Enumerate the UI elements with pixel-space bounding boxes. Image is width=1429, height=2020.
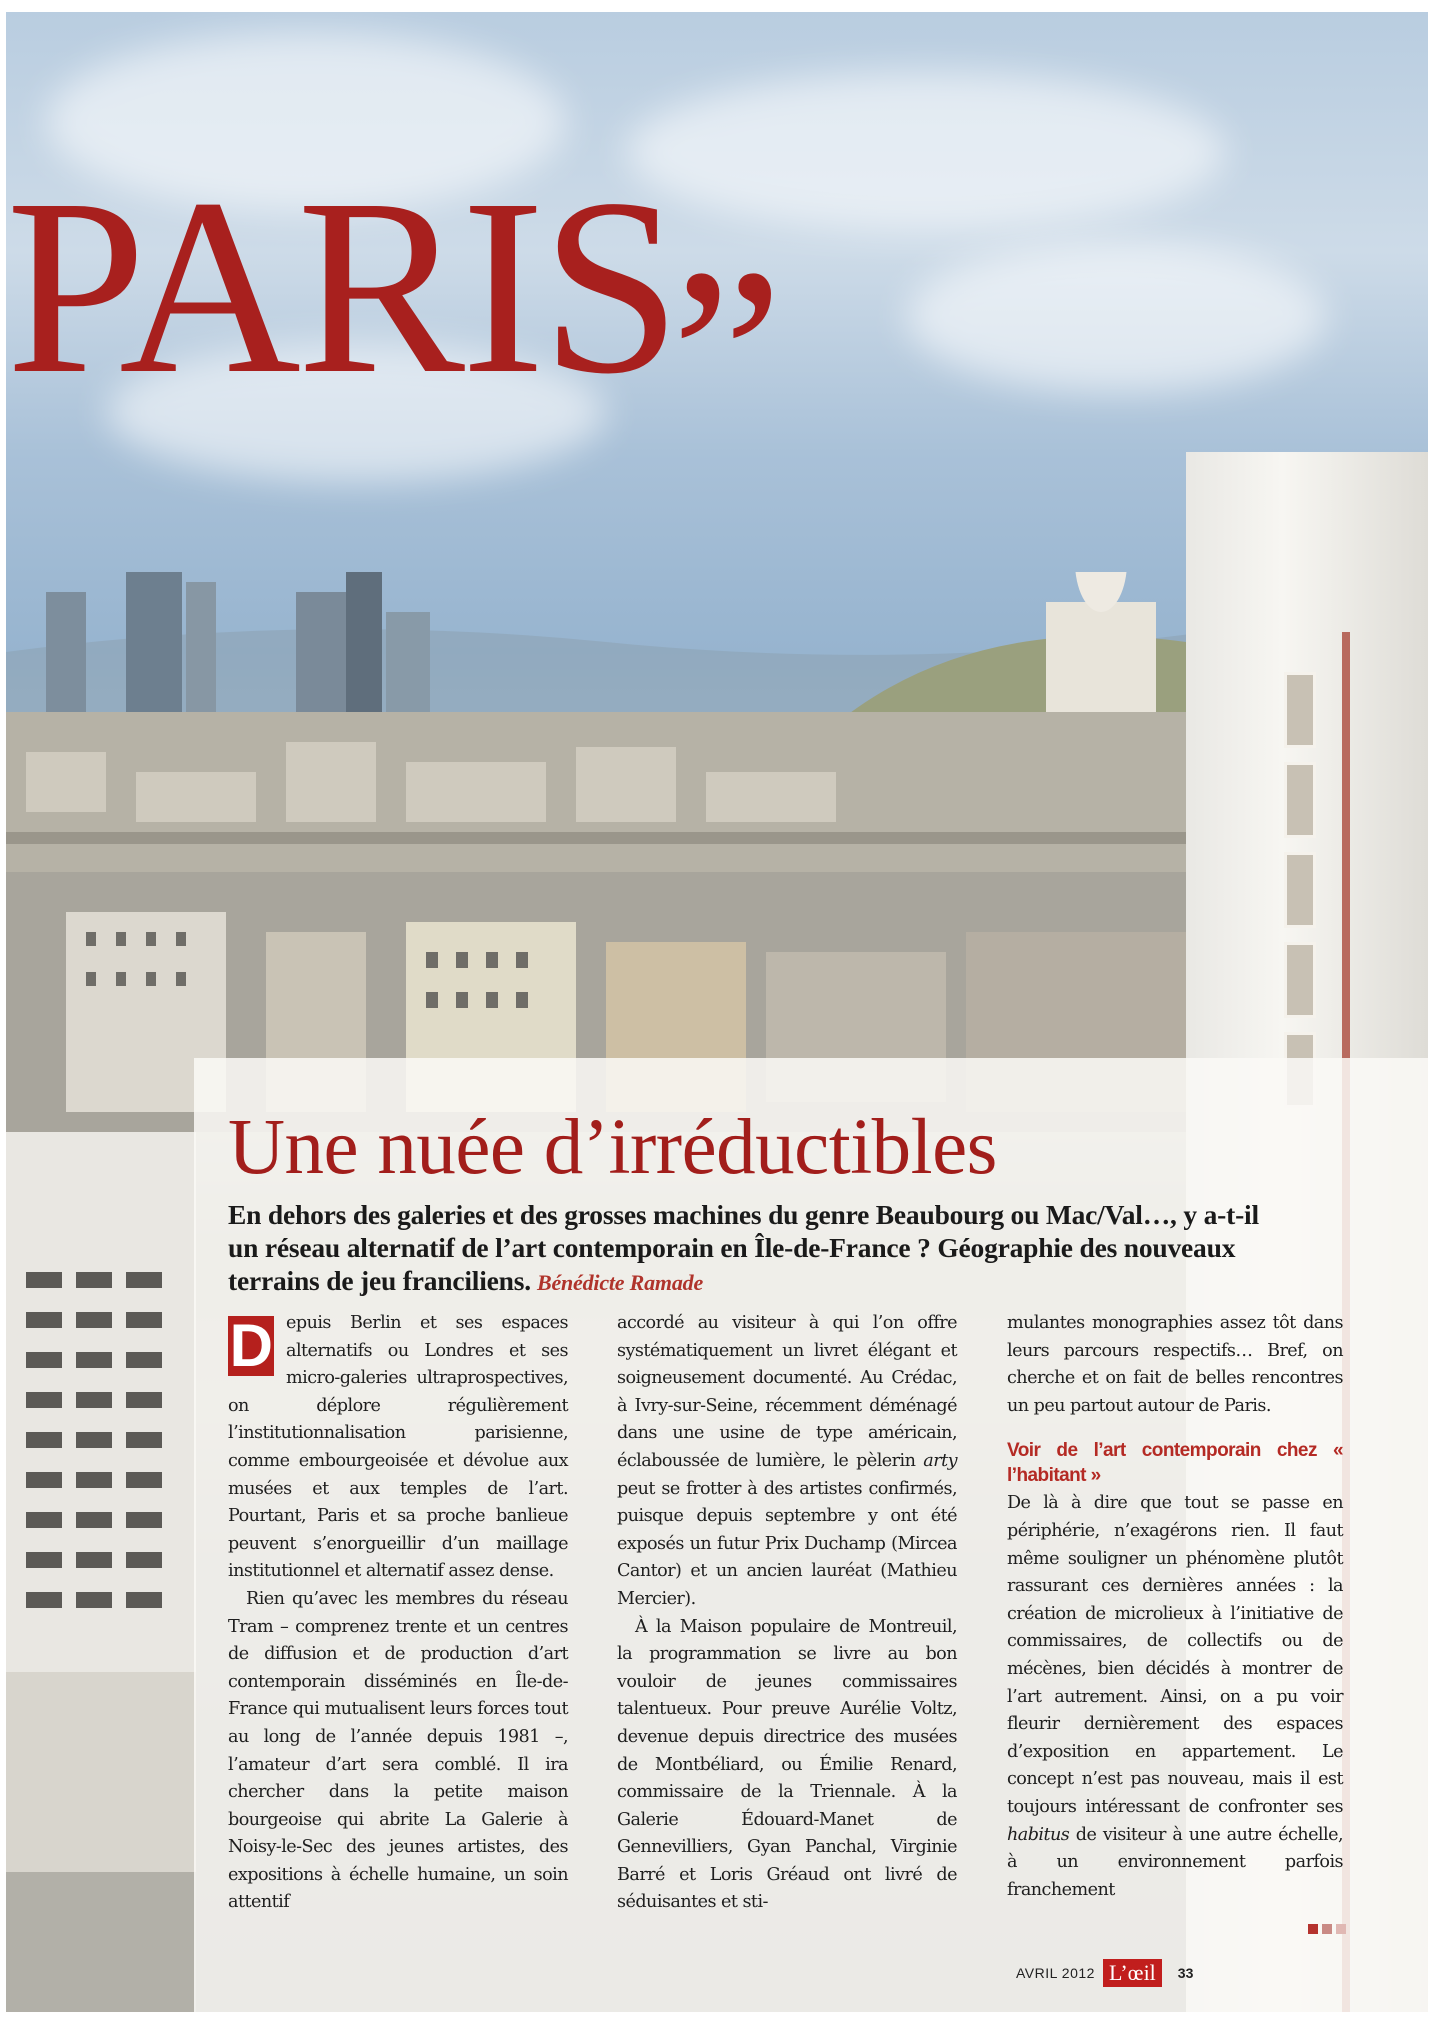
tower-window bbox=[1284, 942, 1316, 1018]
dropcap: D bbox=[229, 1312, 273, 1379]
magazine-logo: L’œil bbox=[1103, 1959, 1162, 1987]
headline-text: PARIS bbox=[6, 146, 678, 426]
paragraph-text: accordé au visiteur à qui l’on offre systématiquement un livret élégant et soigneusement documenté. Au Crédac, à Ivry-sur-Seine, récemment déménagé dans une usine de type américain, éclaboussée de lumière, le pèlerin bbox=[617, 1313, 957, 1471]
author-byline: Bénédicte Ramade bbox=[536, 1270, 704, 1295]
italic-term: habitus bbox=[1007, 1824, 1070, 1845]
italic-term: arty bbox=[923, 1450, 957, 1471]
tower-window bbox=[1284, 672, 1316, 748]
paragraph-text: De là à dire que tout se passe en périphérie, n’exagérons rien. Il faut même souligner un phénomène plutôt rassurant ces dernières années : la création de microlieux à l’initiative de commissaires, de collectifs ou de mécènes, bien décidés à montrer de l’art autrement. Ainsi, on a pu voir fleurir dernièrement des espaces d’exposition en appartement. Le concept n’est pas nouveau, mais il est toujours intéressant de confronter ses bbox=[1007, 1493, 1343, 1817]
paragraph bbox=[617, 1310, 957, 1614]
paragraph bbox=[1007, 1490, 1343, 1904]
paragraph: mulantes monographies assez tôt dans leurs parcours respectifs… Bref, on cherche et on fait de belles rencontres un peu partout autour de Paris. bbox=[1007, 1313, 1343, 1416]
article-dek bbox=[228, 1198, 1288, 1299]
column-2 bbox=[617, 1310, 957, 1917]
paragraph: Rien qu’avec les membres du réseau Tram – comprenez trente et un centres de diffusion et de production d’art contemporain disséminés en Île-de-France qui mutualisent leurs forces tout au long de l’année depuis 1981 –, l’amateur d’art sera comblé. Il ira chercher dans la petite maison bourgeoise qui abrite La Galerie à Noisy-le-Sec des jeunes artistes, des expositions à échelle humaine, un soin attentif bbox=[228, 1588, 568, 1913]
paragraph: À la Maison populaire de Montreuil, la programmation se livre au bon vouloir de jeunes commissaires talentueux. Pour preuve Aurélie Voltz, devenue depuis directrice des musées de Montbéliard, ou Émilie Renard, commissaire de la Triennale. À la Galerie Édouard-Manet de Gennevilliers, Gyan Panchal, Virginie Barré et Loris Gréaud ont livré de séduisantes et sti- bbox=[617, 1616, 957, 1913]
section-subhead: Voir de l’art contemporain chez « l’habitant » bbox=[1007, 1440, 1343, 1487]
tower-window bbox=[1284, 762, 1316, 838]
dek-text: En dehors des galeries et des grosses machines du genre Beaubourg ou Mac/Val…, y a-t-il un réseau alternatif de l’art contemporain en Île-de-France ? Géographie des nouveaux terrains de jeu franciliens. bbox=[228, 1199, 1259, 1296]
issue-date: AVRIL 2012 bbox=[1016, 1965, 1095, 1981]
headline bbox=[6, 146, 780, 496]
paragraph-text: epuis Berlin et ses espaces alternatifs ou Londres et ses micro-galeries ultraprospectives, on déplore régulièrement l’institutionnalisation parisienne, comme embourgeoisée et dévolue aux musées et aux temples de l’art. Pourtant, Paris et sa proche banlieue peuvent s’enorgueillir d’un maillage institutionnel et alternatif assez dense. bbox=[228, 1313, 568, 1582]
paragraph-text: peut se frotter à des artistes confirmés, puisque depuis septembre y ont été exposés un futur Prix Duchamp (Mircea Cantor) et un ancien lauréat (Mathieu Mercier). bbox=[617, 1478, 957, 1609]
page-number: 33 bbox=[1177, 1965, 1194, 1981]
tower-window bbox=[1284, 852, 1316, 928]
continued-marker bbox=[1308, 1919, 1354, 1931]
column-3 bbox=[1007, 1310, 1343, 1904]
magazine-page bbox=[6, 12, 1428, 2012]
column-1 bbox=[228, 1310, 568, 1917]
headline-quote: ” bbox=[671, 216, 780, 496]
article-title: Une nuée d’irréductibles bbox=[228, 1104, 997, 1191]
cloud bbox=[906, 242, 1326, 392]
paragraph bbox=[228, 1310, 568, 1586]
page-footer bbox=[1016, 1958, 1193, 1988]
paragraph-text: de visiteur à une autre échelle, à un environnement parfois franchement bbox=[1007, 1824, 1343, 1900]
